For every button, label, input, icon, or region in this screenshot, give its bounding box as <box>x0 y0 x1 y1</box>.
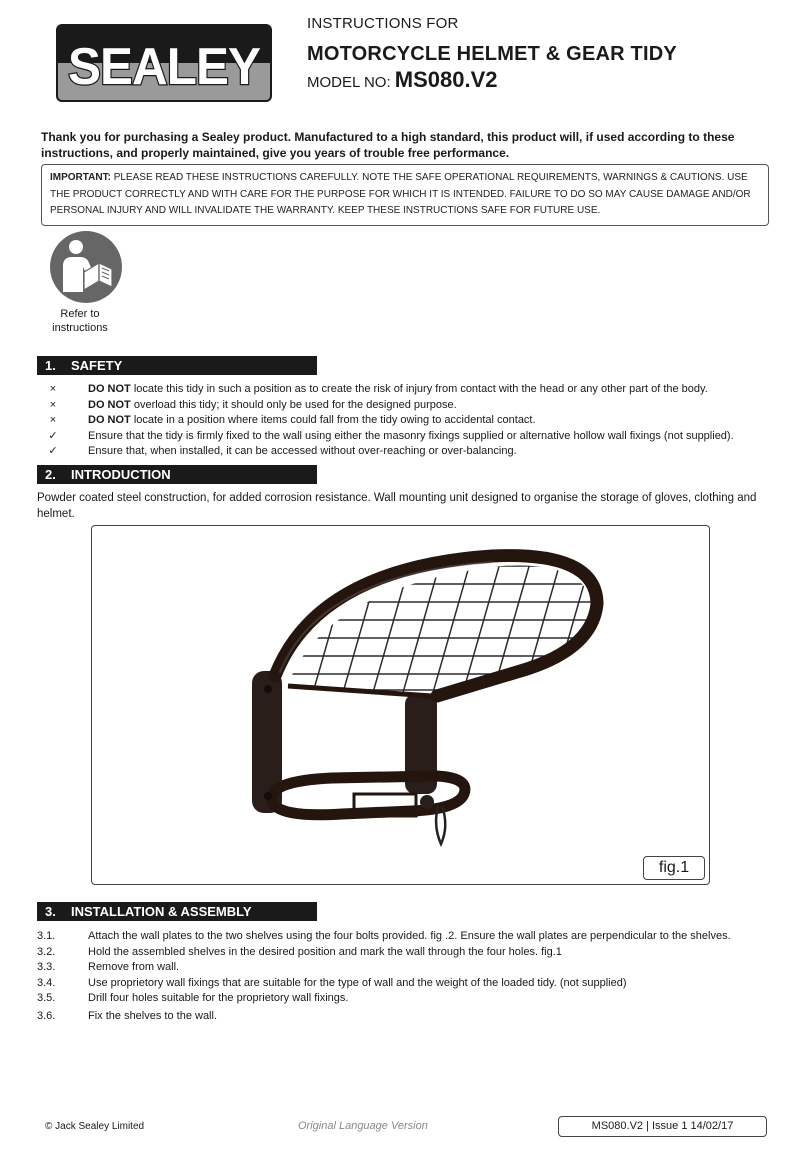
issue-info: MS080.V2 | Issue 1 14/02/17 <box>558 1116 767 1137</box>
refer-to-instructions: Refer to instructions <box>52 308 108 334</box>
installation-steps <box>37 929 797 1025</box>
list-item <box>46 429 786 445</box>
step-text: Use proprietory wall fixings that are suitable for the type of wall and the weight of the loaded tidy. (not supplied) <box>88 976 627 989</box>
list-item <box>37 1009 797 1025</box>
step-number: 3.1. <box>37 930 56 942</box>
model-label: MODEL NO: <box>307 74 391 91</box>
cross-icon: × <box>49 398 57 411</box>
list-item <box>46 398 786 414</box>
introduction-text: Powder coated steel construction, for added corrosion resistance. Wall mounting unit designed to organise the storage of gloves, clothing and helmet. <box>37 492 757 520</box>
product-title: MOTORCYCLE HELMET & GEAR TIDY <box>307 43 677 65</box>
model-line <box>307 67 498 93</box>
section-header-safety <box>37 356 317 375</box>
step-text: Hold the assembled shelves in the desired position and mark the wall through the four holes. fig.1 <box>88 945 562 958</box>
section-number: 2. <box>45 467 56 482</box>
list-item-text: locate this tidy in such a position as to create the risk of injury from contact with the head or any other part of the body. <box>130 383 708 395</box>
instructions-for: INSTRUCTIONS FOR <box>307 15 459 32</box>
check-icon: ✓ <box>48 445 58 457</box>
safety-list <box>46 382 786 460</box>
warning-bold: DO NOT <box>88 398 131 411</box>
section-title: SAFETY <box>71 358 123 373</box>
list-item <box>46 444 786 460</box>
list-item <box>37 991 797 1007</box>
step-text: Attach the wall plates to the two shelves using the four bolts provided. fig .2. Ensure the wall plates are perpendicular to the shelves. <box>88 930 731 942</box>
thank-you-text: Thank you for purchasing a Sealey product. Manufactured to a high standard, this product will, if used according to these instructions, and properly maintained, give you years of trouble free performance. <box>41 130 735 160</box>
important-text: PLEASE READ THESE INSTRUCTIONS CAREFULLY. NOTE THE SAFE OPERATIONAL REQUIREMENTS, WARNINGS & CAUTIONS. USE THE PRODUCT CORRECTLY AND WITH CARE FOR THE PURPOSE FOR WHICH IT IS INTENDED. FAILURE TO DO SO MAY CAUSE DAMAGE AND/OR PERSONAL INJURY AND WILL INVALIDATE THE WARRANTY. KEEP THESE INSTRUCTIONS SAFE FOR FUTURE USE. <box>50 172 751 216</box>
list-item-text: overload this tidy; it should only be used for the designed purpose. <box>130 398 457 411</box>
logo-text: SEALEY <box>68 38 261 96</box>
figure-label: fig.1 <box>643 856 705 880</box>
step-text: Drill four holes suitable for the proprietory wall fixings. <box>88 992 349 1005</box>
list-item <box>37 976 797 992</box>
list-item-text: locate in a position where items could fall from the tidy owing to accidental contact. <box>130 414 536 426</box>
step-number: 3.5. <box>37 992 56 1005</box>
step-number: 3.2. <box>37 945 56 958</box>
check-icon: ✓ <box>48 429 58 442</box>
important-label: IMPORTANT: <box>50 172 111 183</box>
list-item <box>46 413 786 429</box>
sealey-logo <box>56 24 272 102</box>
section-title: INTRODUCTION <box>71 467 171 482</box>
helmet-tidy-illustration <box>92 526 711 886</box>
list-item <box>37 945 797 961</box>
section-title: INSTALLATION & ASSEMBLY <box>71 904 252 919</box>
language-version: Original Language Version <box>298 1120 428 1132</box>
model-number: MS080.V2 <box>394 67 498 92</box>
section-number: 1. <box>45 358 56 373</box>
product-figure <box>91 525 710 885</box>
warning-bold: DO NOT <box>88 383 131 395</box>
list-item <box>37 960 797 976</box>
step-text: Fix the shelves to the wall. <box>88 1009 218 1022</box>
section-header-installation <box>37 902 317 921</box>
copyright: © Jack Sealey Limited <box>45 1121 145 1132</box>
read-manual-icon <box>49 230 123 304</box>
cross-icon: × <box>49 414 57 426</box>
step-number: 3.3. <box>37 961 56 974</box>
cross-icon: × <box>49 383 57 395</box>
step-text: Remove from wall. <box>88 961 180 974</box>
important-notice <box>41 164 769 226</box>
step-number: 3.6. <box>37 1009 56 1022</box>
list-item-text: Ensure that the tidy is firmly fixed to the wall using either the masonry fixings supplied or alternative hollow wall fixings (not supplied). <box>88 429 734 442</box>
section-number: 3. <box>45 904 56 919</box>
warning-bold: DO NOT <box>88 414 131 426</box>
section-header-introduction <box>37 465 317 484</box>
step-number: 3.4. <box>37 976 56 989</box>
list-item-text: Ensure that, when installed, it can be accessed without over-reaching or over-balancing. <box>88 445 517 457</box>
list-item <box>37 929 797 945</box>
list-item <box>46 382 786 398</box>
